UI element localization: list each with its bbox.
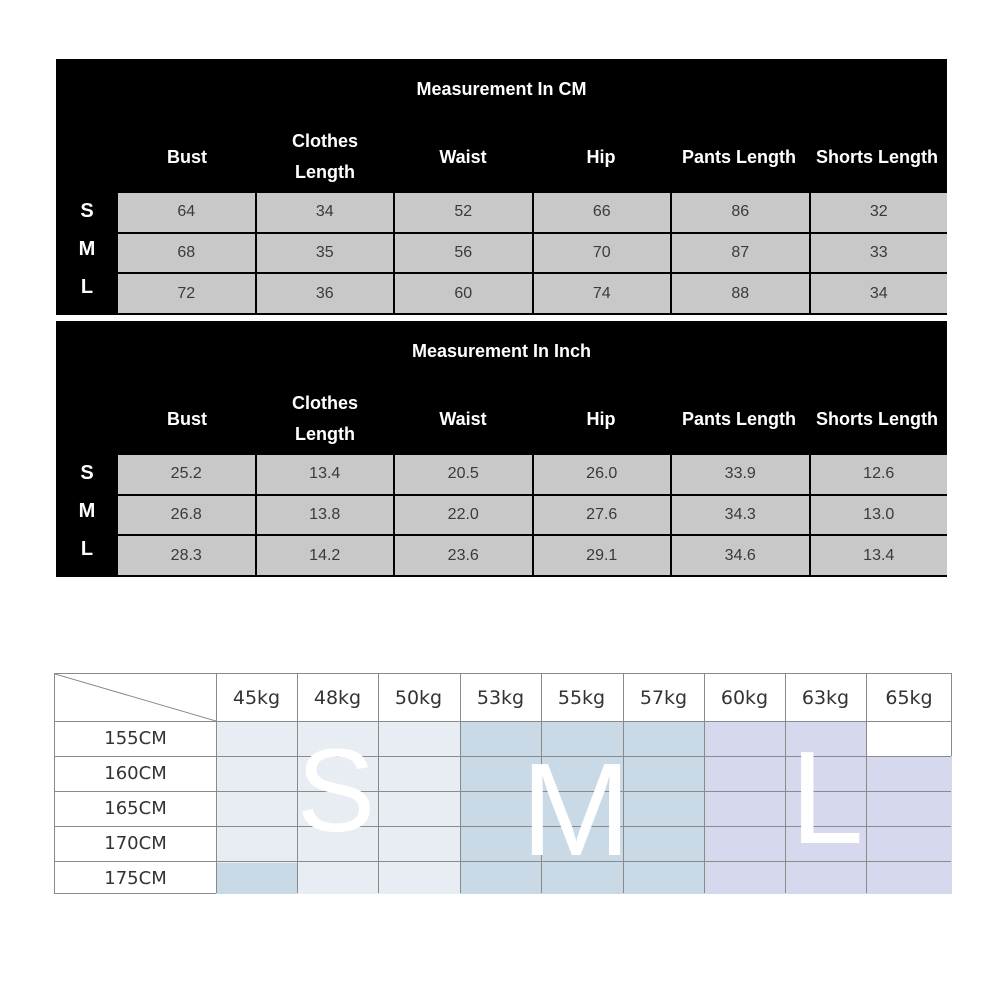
weight-label: 45kg: [232, 686, 281, 709]
weight-label: 50kg: [394, 686, 443, 709]
inch-cell: 20.5: [395, 455, 532, 494]
cm-cell: 52: [395, 193, 532, 232]
s-region-tail: [216, 863, 297, 894]
inch-cell: 23.6: [395, 536, 532, 575]
diagonal-header-line: [55, 674, 216, 721]
weight-label: 60kg: [720, 686, 769, 709]
cm-cell: 60: [395, 274, 532, 313]
height-label: 175CM: [104, 868, 167, 889]
cm-cell: 87: [672, 234, 809, 273]
inch-cell: 26.8: [118, 496, 255, 535]
cm-cell: 56: [395, 234, 532, 273]
cm-cell: 70: [534, 234, 671, 273]
inch-cell: 13.8: [257, 496, 394, 535]
inch-header-waist: Waist: [439, 408, 487, 429]
cm-cell: 74: [534, 274, 671, 313]
inch-size-m: M: [78, 499, 96, 522]
cm-cell: 36: [257, 274, 394, 313]
inch-header-shorts-length: Shorts Length: [816, 408, 938, 429]
cm-cell: 32: [811, 193, 948, 232]
inch-cell: 33.9: [672, 455, 809, 494]
weight-label: 57kg: [639, 686, 688, 709]
cm-size-l: L: [80, 275, 94, 298]
inch-data-grid: [118, 455, 947, 575]
size-letter-l: L: [790, 724, 864, 871]
cm-cell: 64: [118, 193, 255, 232]
inch-table-title: Measurement In Inch: [411, 341, 592, 361]
l-region-right: [866, 756, 952, 894]
weight-label: 48kg: [313, 686, 362, 709]
cm-table-title: Measurement In CM: [416, 79, 587, 99]
cm-size-s: S: [80, 199, 94, 222]
cm-header-hip: Hip: [586, 146, 616, 167]
cm-cell: 88: [672, 274, 809, 313]
inch-measurement-table: [56, 321, 947, 577]
cm-header-clothes-length: Clothes Length: [291, 131, 358, 182]
cm-size-m: M: [78, 237, 96, 260]
cm-cell: 34: [257, 193, 394, 232]
cm-cell: 66: [534, 193, 671, 232]
inch-header-pants-length: Pants Length: [681, 408, 796, 429]
cm-cell: 72: [118, 274, 255, 313]
cm-cell: 68: [118, 234, 255, 273]
size-letter-m: M: [521, 736, 631, 883]
size-recommendation-chart: [54, 673, 952, 894]
inch-cell: 34.3: [672, 496, 809, 535]
inch-cell: 13.0: [811, 496, 948, 535]
cm-cell: 33: [811, 234, 948, 273]
inch-cell: 22.0: [395, 496, 532, 535]
cm-header-waist: Waist: [439, 146, 487, 167]
height-label: 155CM: [104, 728, 167, 749]
inch-header-clothes-length: Clothes Length: [291, 393, 358, 444]
cm-cell: 86: [672, 193, 809, 232]
height-label: 165CM: [104, 798, 167, 819]
inch-cell: 26.0: [534, 455, 671, 494]
inch-cell: 13.4: [811, 536, 948, 575]
inch-cell: 27.6: [534, 496, 671, 535]
cm-header-bust: Bust: [167, 146, 207, 167]
weight-label: 63kg: [801, 686, 850, 709]
inch-cell: 28.3: [118, 536, 255, 575]
cm-data-grid: [118, 193, 947, 313]
weight-label: 53kg: [476, 686, 525, 709]
inch-cell: 13.4: [257, 455, 394, 494]
inch-size-l: L: [80, 537, 94, 560]
inch-header-hip: Hip: [586, 408, 616, 429]
inch-size-s: S: [80, 461, 94, 484]
cm-cell: 35: [257, 234, 394, 273]
cm-header-shorts-length: Shorts Length: [816, 146, 938, 167]
weight-label: 55kg: [557, 686, 606, 709]
size-letter-s: S: [296, 725, 376, 857]
height-label: 170CM: [104, 833, 167, 854]
cm-measurement-table: [56, 59, 947, 315]
inch-cell: 14.2: [257, 536, 394, 575]
inch-cell: 29.1: [534, 536, 671, 575]
inch-cell: 25.2: [118, 455, 255, 494]
weight-label: 65kg: [885, 686, 933, 709]
height-label: 160CM: [104, 763, 167, 784]
inch-cell: 34.6: [672, 536, 809, 575]
cm-cell: 34: [811, 274, 948, 313]
inch-cell: 12.6: [811, 455, 948, 494]
cm-header-pants-length: Pants Length: [681, 146, 796, 167]
inch-header-bust: Bust: [167, 408, 207, 429]
